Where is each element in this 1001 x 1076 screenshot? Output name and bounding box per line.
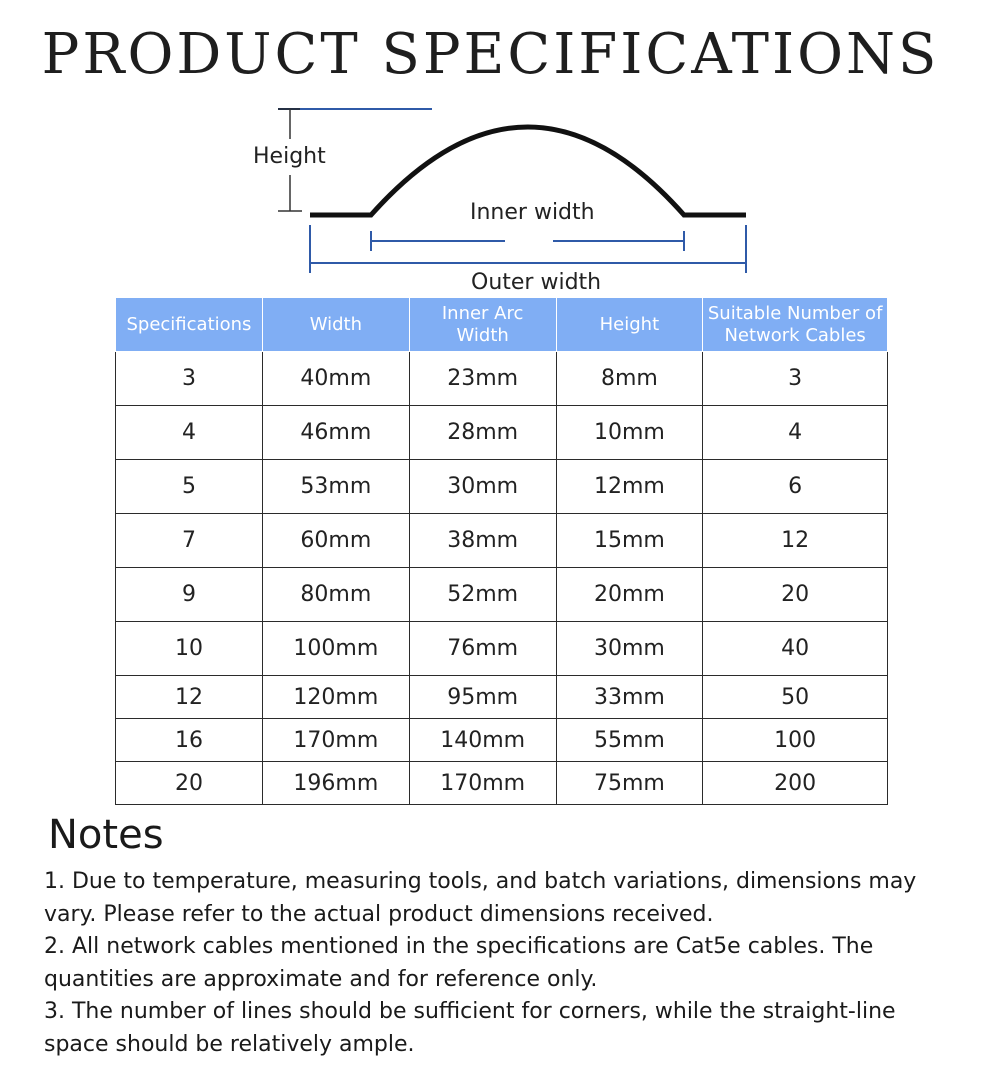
header-specifications: Specifications [116, 298, 263, 352]
cell-width: 196mm [262, 762, 409, 805]
header-inner-arc-width [409, 298, 556, 352]
table-header-row [116, 298, 888, 352]
table-row [116, 568, 888, 622]
cell-spec: 5 [116, 460, 263, 514]
table-row [116, 622, 888, 676]
cell-width: 60mm [262, 514, 409, 568]
notes-list [44, 866, 954, 1062]
cell-inner-arc-width: 95mm [409, 676, 556, 719]
header-width: Width [262, 298, 409, 352]
cell-cables: 20 [703, 568, 888, 622]
cell-inner-arc-width: 38mm [409, 514, 556, 568]
cell-width: 170mm [262, 719, 409, 762]
cell-cables: 4 [703, 406, 888, 460]
cable-cover-profile-diagram [0, 95, 1001, 295]
outer-width-label: Outer width [471, 270, 602, 295]
page-title: PRODUCT SPECIFICATIONS [41, 22, 940, 87]
header-height: Height [556, 298, 703, 352]
cell-inner-arc-width: 23mm [409, 352, 556, 406]
cell-spec: 9 [116, 568, 263, 622]
cell-spec: 4 [116, 406, 263, 460]
note-item: 3. The number of lines should be sufficient for corners, while the straight-line space should be relatively ample. [44, 999, 896, 1057]
cell-height: 12mm [556, 460, 703, 514]
cell-spec: 3 [116, 352, 263, 406]
cell-width: 46mm [262, 406, 409, 460]
note-item: 2. All network cables mentioned in the specifications are Cat5e cables. The quantities are approximate and for reference only. [44, 934, 874, 992]
cell-spec: 20 [116, 762, 263, 805]
cell-height: 8mm [556, 352, 703, 406]
cell-spec: 12 [116, 676, 263, 719]
table-row [116, 762, 888, 805]
cell-spec: 7 [116, 514, 263, 568]
cell-height: 33mm [556, 676, 703, 719]
cell-height: 10mm [556, 406, 703, 460]
cell-inner-arc-width: 52mm [409, 568, 556, 622]
cell-cables: 12 [703, 514, 888, 568]
table-row [116, 352, 888, 406]
table-row [116, 514, 888, 568]
cell-width: 100mm [262, 622, 409, 676]
table-row [116, 719, 888, 762]
cell-cables: 40 [703, 622, 888, 676]
cell-width: 53mm [262, 460, 409, 514]
table-row [116, 676, 888, 719]
cell-inner-arc-width: 30mm [409, 460, 556, 514]
cell-width: 120mm [262, 676, 409, 719]
table-row [116, 460, 888, 514]
cell-height: 15mm [556, 514, 703, 568]
cell-cables: 200 [703, 762, 888, 805]
cell-spec: 10 [116, 622, 263, 676]
header-suitable-cables-text: Suitable Number of Network Cables [707, 302, 883, 346]
cell-width: 80mm [262, 568, 409, 622]
cell-cables: 3 [703, 352, 888, 406]
header-inner-arc-width-text: Inner Arc Width [441, 302, 524, 346]
notes-heading: Notes [48, 812, 164, 858]
cell-cables: 100 [703, 719, 888, 762]
cell-inner-arc-width: 28mm [409, 406, 556, 460]
cell-inner-arc-width: 170mm [409, 762, 556, 805]
header-suitable-cables [703, 298, 888, 352]
cell-spec: 16 [116, 719, 263, 762]
cell-cables: 50 [703, 676, 888, 719]
cell-height: 55mm [556, 719, 703, 762]
table-row [116, 406, 888, 460]
specifications-table [115, 297, 888, 805]
height-label: Height [253, 144, 326, 169]
cell-inner-arc-width: 140mm [409, 719, 556, 762]
cell-width: 40mm [262, 352, 409, 406]
inner-width-label: Inner width [470, 200, 595, 225]
cell-cables: 6 [703, 460, 888, 514]
note-item: 1. Due to temperature, measuring tools, and batch variations, dimensions may vary. Please refer to the actual product dimensions received. [44, 869, 917, 927]
cell-inner-arc-width: 76mm [409, 622, 556, 676]
cell-height: 75mm [556, 762, 703, 805]
cell-height: 20mm [556, 568, 703, 622]
cell-height: 30mm [556, 622, 703, 676]
